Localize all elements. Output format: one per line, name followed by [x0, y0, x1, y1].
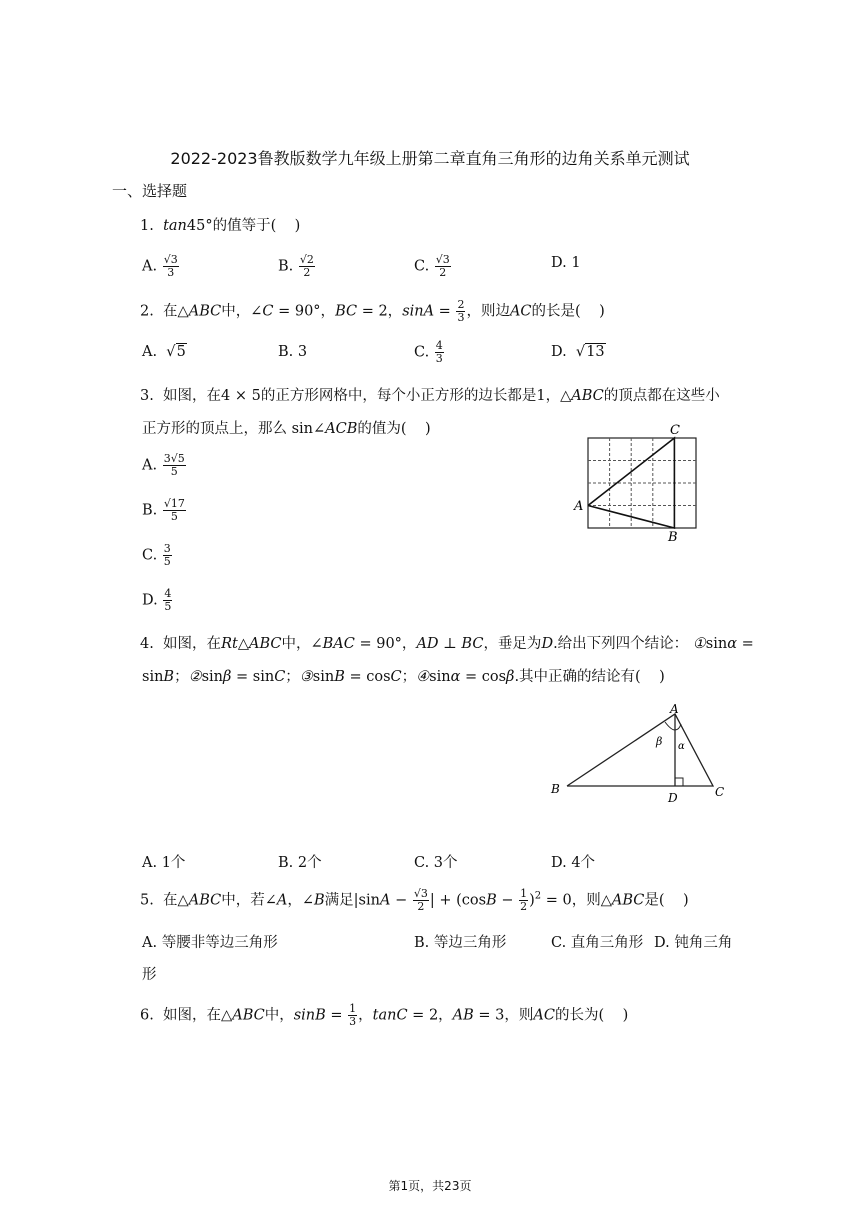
option-b: B. 3 — [278, 344, 308, 360]
option-c: C. $\frac{4}{3}$ — [414, 339, 443, 365]
label-c: C — [715, 785, 725, 799]
question-3-line-2: 正方形的顶点上，那么 sin∠ACB的值为( ) — [142, 421, 431, 437]
question-1: 1. tan45°的值等于( ) — [140, 218, 301, 234]
option-d: D. 1 — [551, 255, 581, 271]
option-b: B. $\frac{√2}{2}$ — [278, 253, 314, 279]
label-c: C — [670, 423, 680, 438]
option-d: D. $\frac{4}{5}$ — [142, 587, 172, 613]
question-3-line-1: 3. 如图，在4 × 5的正方形网格中，每个小正方形的边长都是1，△ABC的顶点都在这些小 — [140, 388, 720, 404]
label-d: D — [668, 791, 678, 805]
question-number: 1. — [140, 218, 154, 234]
option-b: B. $\frac{√17}{5}$ — [142, 497, 185, 523]
label-b: B — [668, 530, 678, 545]
label-a: A — [670, 702, 679, 716]
option-c: C. 3个 — [414, 855, 458, 871]
page-footer: 第1页，共23页 — [388, 1179, 472, 1193]
option-a: A. $\frac{√3}{3}$ — [142, 253, 178, 279]
option-b: B. 等边三角形 — [414, 935, 507, 951]
option-d: D. 4个 — [551, 855, 596, 871]
option-c: C. 直角三角形 — [551, 935, 644, 951]
option-a: A. √5 — [142, 344, 186, 360]
option-d: D. 钝角三角 — [654, 935, 733, 951]
option-a: A. $\frac{3√5}{5}$ — [142, 452, 185, 478]
question-5: 5. 在△ABC中，若∠A，∠B满足|sinA − $\frac{√3}{2}$ | + (cosB − $\frac{1}{2}$ )$^2$ = 0，则△ABC是( ) — [140, 887, 689, 913]
label-alpha: α — [678, 741, 685, 752]
section-heading: 一、选择题 — [112, 182, 188, 200]
grid-triangle-figure — [570, 420, 710, 545]
label-b: B — [551, 782, 560, 796]
option-b: B. 2个 — [278, 855, 322, 871]
option-c: C. $\frac{√3}{2}$ — [414, 253, 450, 279]
label-a: A — [574, 499, 584, 514]
option-a: A. 等腰非等边三角形 — [142, 935, 278, 951]
question-2: 2. 在△ABC中，∠C = 90°，BC = 2，sinA = $\frac{2}{3}$ ，则边AC的长是( ) — [140, 298, 605, 324]
option-a: A. 1个 — [142, 855, 186, 871]
question-4-line-1: 4. 如图，在Rt△ABC中，∠BAC = 90°，AD ⊥ BC，垂足为D.给出下列四个结论： ①sinα = — [140, 636, 754, 652]
page-title: 2022-2023鲁教版数学九年级上册第二章直角三角形的边角关系单元测试 — [170, 149, 690, 168]
right-triangle-figure — [545, 700, 735, 810]
option-d-wrap: 形 — [142, 967, 157, 983]
question-4-line-2: sinB；②sinβ = sinC；③sinB = cosC；④sinα = cosβ.其中正确的结论有( ) — [142, 669, 665, 685]
label-beta: β — [656, 735, 663, 748]
option-c: C. $\frac{3}{5}$ — [142, 542, 171, 568]
question-6: 6. 如图，在△ABC中，sinB = $\frac{1}{3}$ ，tanC = 2，AB = 3，则AC的长为( ) — [140, 1002, 629, 1028]
option-d: D. √13 — [551, 344, 605, 360]
